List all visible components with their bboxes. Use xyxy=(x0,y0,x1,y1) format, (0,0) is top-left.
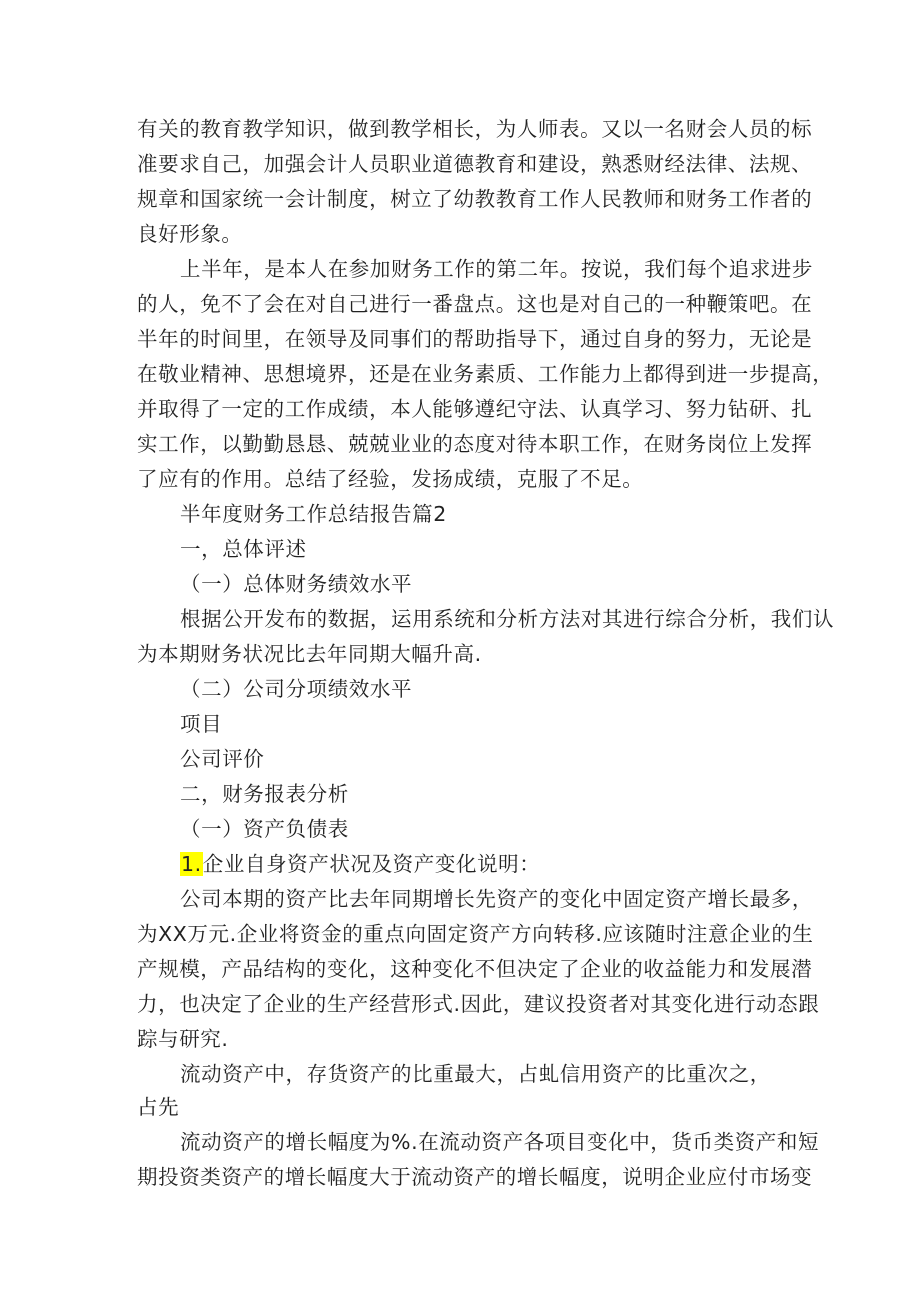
paragraph-line: 公司本期的资产比去年同期增长先资产的变化中固定资产增长最多， xyxy=(180,887,813,911)
heading-level-2: （一）资产负债表 xyxy=(180,817,349,841)
numbered-heading-text: 企业自身资产状况及资产变化说明： xyxy=(202,852,541,876)
list-item: 项目 xyxy=(180,712,223,736)
paragraph-line: 为XX万元.企业将资金的重点向固定资产方向转移.应该随时注意企业的生 xyxy=(137,922,814,946)
highlighted-number: 1. xyxy=(181,852,202,876)
paragraph-line: 根据公开发布的数据，运用系统和分析方法对其进行综合分析，我们认 xyxy=(180,607,835,631)
paragraph-line: 规章和国家统一会计制度，树立了幼教教育工作人民教师和财务工作者的 xyxy=(137,187,813,211)
heading-level-1: 一，总体评述 xyxy=(180,537,307,561)
paragraph-line: 实工作，以勤勤恳恳、兢兢业业的态度对待本职工作，在财务岗位上发挥 xyxy=(137,432,813,456)
paragraph-line: 占先 xyxy=(137,1095,180,1119)
paragraph-line: 的人，免不了会在对自己进行一番盘点。这也是对自己的一种鞭策吧。在 xyxy=(137,292,813,316)
paragraph-line: 踪与研究. xyxy=(137,1027,229,1051)
section-title: 半年度财务工作总结报告篇2 xyxy=(180,502,447,526)
paragraph-line: 并取得了一定的工作成绩，本人能够遵纪守法、认真学习、努力钻研、扎 xyxy=(137,397,813,421)
paragraph-line: 有关的教育教学知识，做到教学相长，为人师表。又以一名财会人员的标 xyxy=(137,117,813,141)
paragraph-line: 半年的时间里，在领导及同事们的帮助指导下，通过自身的努力，无论是 xyxy=(137,327,813,351)
paragraph-line: 流动资产中，存货资产的比重最大，占虬信用资产的比重次之， xyxy=(180,1062,771,1086)
paragraph-line: 流动资产的增长幅度为%.在流动资产各项目变化中，货币类资产和短 xyxy=(180,1130,820,1154)
heading-level-1: 二，财务报表分析 xyxy=(180,782,349,806)
paragraph-line: 产规模，产品结构的变化，这种变化不但决定了企业的收益能力和发展潜 xyxy=(137,957,813,981)
paragraph-line: 在敬业精神、思想境界，还是在业务素质、工作能力上都得到进一步提高， xyxy=(137,362,834,386)
paragraph-line: 了应有的作用。总结了经验，发扬成绩，克服了不足。 xyxy=(137,467,644,491)
heading-level-2: （一）总体财务绩效水平 xyxy=(180,572,413,596)
list-item: 公司评价 xyxy=(180,747,265,771)
paragraph-line: 期投资类资产的增长幅度大于流动资产的增长幅度，说明企业应付市场变 xyxy=(137,1165,813,1189)
numbered-heading xyxy=(180,847,800,881)
paragraph-line: 力，也决定了企业的生产经营形式.因此，建议投资者对其变化进行动态跟 xyxy=(137,992,820,1016)
paragraph-line: 准要求自己，加强会计人员职业道德教育和建设，熟悉财经法律、法规、 xyxy=(137,152,813,176)
paragraph-line: 上半年，是本人在参加财务工作的第二年。按说，我们每个追求进步 xyxy=(180,257,813,281)
paragraph-line: 为本期财务状况比去年同期大幅升高. xyxy=(137,642,482,666)
heading-level-2: （二）公司分项绩效水平 xyxy=(180,677,413,701)
paragraph-line: 良好形象。 xyxy=(137,222,243,246)
